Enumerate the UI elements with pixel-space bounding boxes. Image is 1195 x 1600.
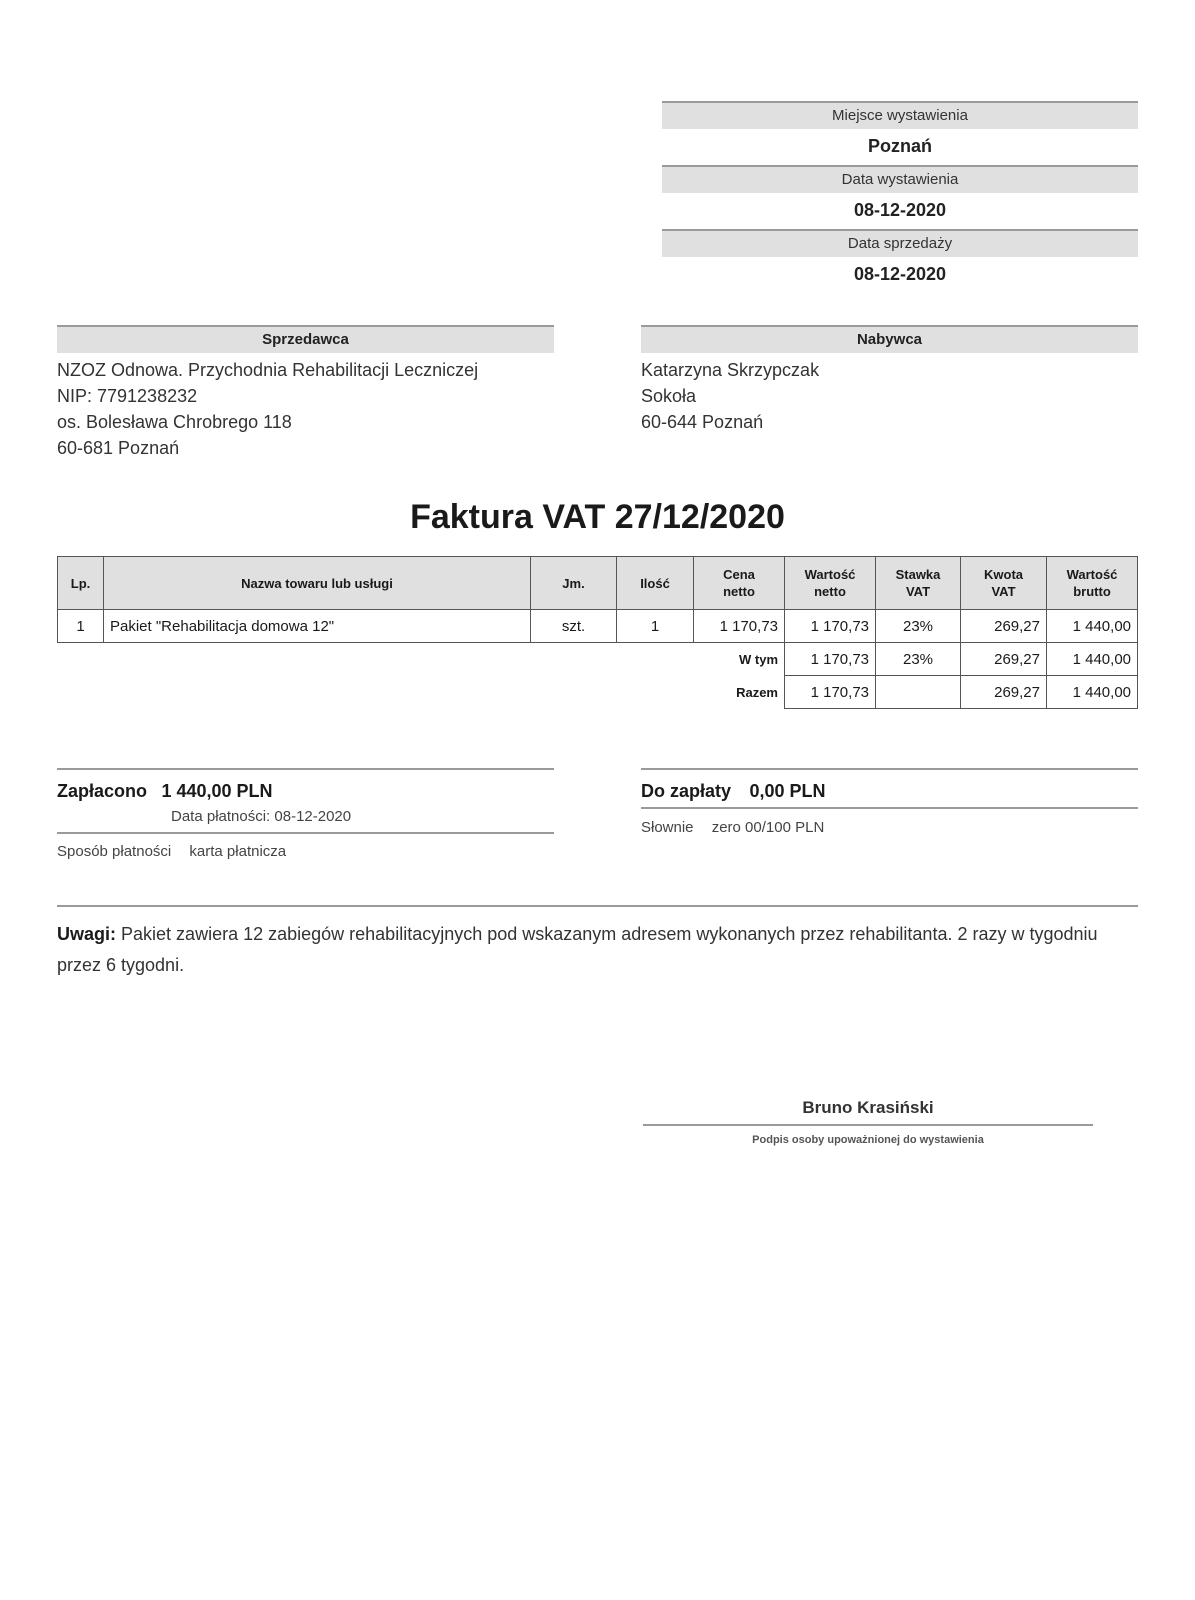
seller-line: NZOZ Odnowa. Przychodnia Rehabilitacji Leczniczej (57, 360, 479, 380)
summary-razem-net-value: 1 170,73 (785, 676, 876, 709)
col-header-lp: Lp. (58, 557, 104, 610)
due-divider-bottom (641, 807, 1138, 809)
summary-razem-vat-amount: 269,27 (961, 676, 1047, 709)
due-divider-top (641, 768, 1138, 770)
seller-line: os. Bolesława Chrobrego 118 (57, 412, 292, 432)
notes-label: Uwagi: (57, 924, 117, 944)
cell-lp: 1 (58, 610, 104, 643)
invoice-title: Faktura VAT 27/12/2020 (410, 498, 785, 536)
summary-row-wtym (58, 643, 1138, 676)
cell-gross: 1 440,00 (1047, 610, 1138, 643)
notes (57, 905, 1138, 981)
summary-razem-vat-rate (876, 676, 961, 709)
paid-divider-bottom (57, 832, 554, 834)
paid-date: Data płatności: 08-12-2020 (171, 808, 352, 825)
col-header-net-value: Wartość netto (785, 557, 876, 610)
payment-method-value: karta płatnicza (189, 843, 287, 860)
seller-line: NIP: 7791238232 (57, 386, 198, 406)
payment-method-label: Sposób płatności (57, 843, 172, 860)
col-header-name: Nazwa towaru lub usługi (104, 557, 531, 610)
signature-block (643, 1098, 1093, 1146)
place-label: Miejsce wystawienia (662, 101, 1138, 129)
buyer-line: 60-644 Poznań (641, 412, 764, 432)
due-value: 0,00 PLN (749, 781, 826, 801)
payment-method (57, 843, 286, 860)
summary-wtym-net-value: 1 170,73 (785, 643, 876, 676)
col-header-gross: Wartość brutto (1047, 557, 1138, 610)
summary-wtym-vat-amount: 269,27 (961, 643, 1047, 676)
buyer-line: Katarzyna Skrzypczak (641, 360, 820, 380)
cell-qty: 1 (617, 610, 694, 643)
amount-in-words (641, 819, 824, 836)
col-header-vat-amount: Kwota VAT (961, 557, 1047, 610)
buyer-block (641, 325, 1138, 435)
table-row (58, 610, 1138, 643)
summary-wtym-gross: 1 440,00 (1047, 643, 1138, 676)
words-value: zero 00/100 PLN (711, 819, 825, 836)
cell-unit: szt. (531, 610, 617, 643)
summary-wtym-vat-rate: 23% (876, 643, 961, 676)
summary-wtym-label: W tym (739, 651, 778, 667)
sale-date-value: 08-12-2020 (853, 264, 947, 284)
paid-divider-top (57, 768, 554, 770)
words-label: Słownie (641, 819, 694, 836)
col-header-unit: Jm. (531, 557, 617, 610)
cell-net-price: 1 170,73 (694, 610, 785, 643)
buyer-line: Sokoła (641, 386, 697, 406)
paid-block (57, 781, 273, 802)
cell-name: Pakiet "Rehabilitacja domowa 12" (104, 610, 531, 643)
table-header-row (58, 557, 1138, 610)
seller-block (57, 325, 554, 461)
col-header-qty: Ilość (617, 557, 694, 610)
summary-razem-gross: 1 440,00 (1047, 676, 1138, 709)
issue-meta (662, 101, 1138, 293)
cell-vat-rate: 23% (876, 610, 961, 643)
place-value: Poznań (662, 129, 1138, 167)
signatory-name: Bruno Krasiński (643, 1098, 1093, 1126)
summary-razem-label: Razem (736, 684, 778, 700)
summary-row-razem (58, 676, 1138, 709)
signature-caption: Podpis osoby upoważnionej do wystawienia (752, 1134, 984, 1146)
notes-text: Pakiet zawiera 12 zabiegów rehabilitacyjnych pod wskazanym adresem wykonanych przez rehabilitanta. 2 razy w tygodniu przez 6 tygodni. (57, 924, 1098, 975)
due-block (641, 781, 826, 802)
issue-date-value: 08-12-2020 (662, 193, 1138, 231)
cell-net-value: 1 170,73 (785, 610, 876, 643)
items-table (57, 556, 1138, 709)
due-label: Do zapłaty (641, 781, 732, 801)
col-header-net-price: Cena netto (694, 557, 785, 610)
col-header-vat-rate: Stawka VAT (876, 557, 961, 610)
paid-label: Zapłacono (57, 781, 148, 801)
seller-line: 60-681 Poznań (57, 438, 180, 458)
seller-label: Sprzedawca (57, 325, 554, 353)
buyer-label: Nabywca (641, 325, 1138, 353)
issue-date-label: Data wystawienia (662, 167, 1138, 193)
cell-vat-amount: 269,27 (961, 610, 1047, 643)
paid-value: 1 440,00 PLN (161, 781, 273, 801)
sale-date-label: Data sprzedaży (662, 231, 1138, 257)
